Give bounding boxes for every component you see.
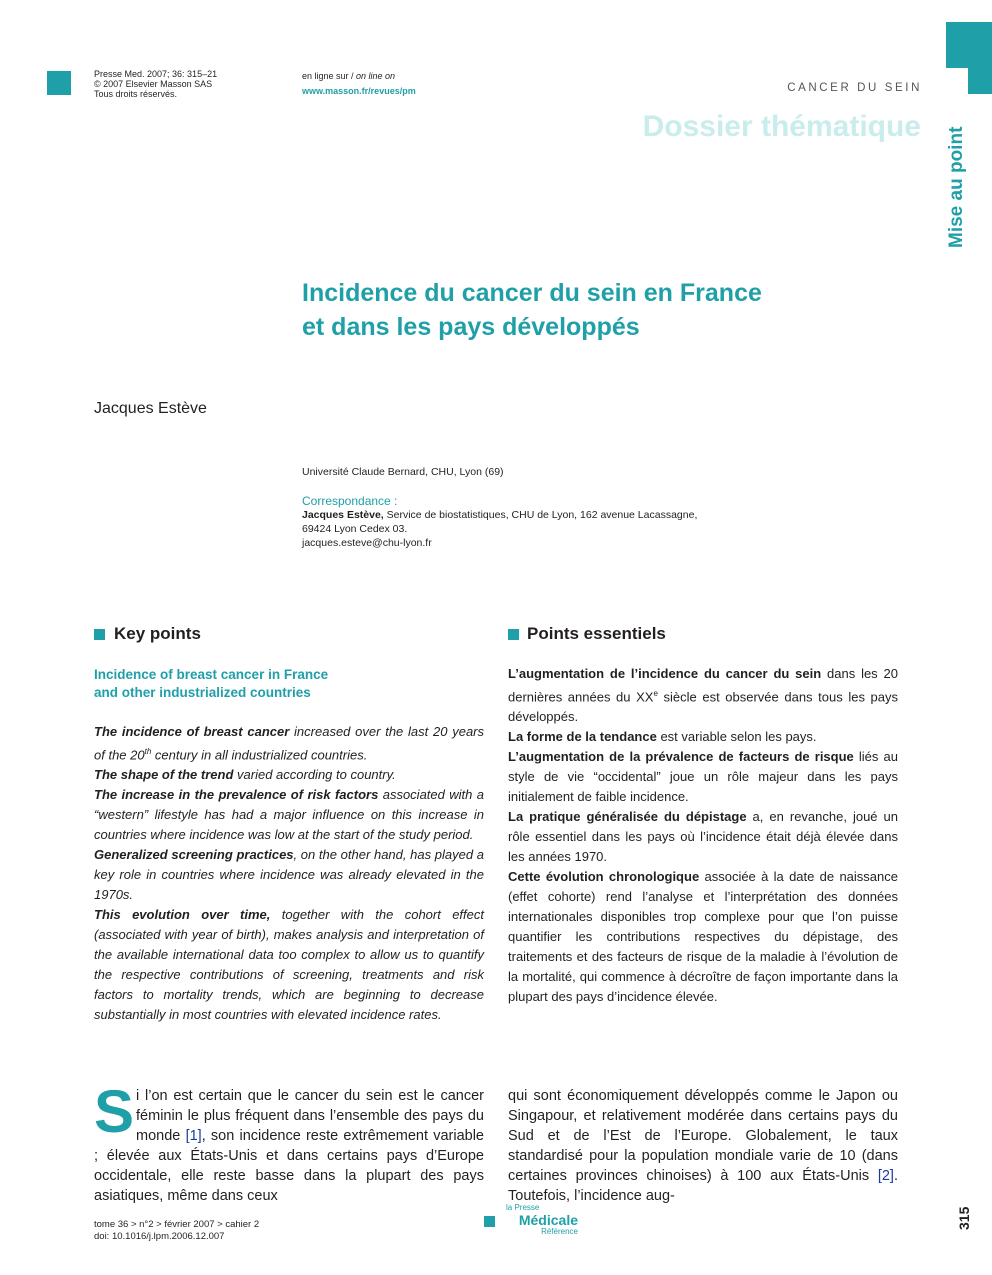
body-column-right: qui sont économiquement développés comme le Japon ou Singapour, et relativement modérée dans certains pays du Sud et de l’Est de l’Europe. Globalement, le taux standardisé pour la population mondiale varie de 10 (dans certaines provinces chinoises) à 100 aux États-Unis [2]. Toutefois, l’incidence aug- [508,1088,898,1204]
author-name: Jacques Estève [94,400,207,417]
subtitle-line: and other industrialized countries [94,685,311,700]
correspondence-block [302,494,722,550]
reference-link[interactable]: [2] [877,1168,894,1184]
correspondence-email[interactable]: jacques.esteve@chu-lyon.fr [302,537,432,549]
side-tab-label: Mise au point [946,126,967,248]
point-essentiel: La forme de la tendance est variable selon les pays. [508,729,817,745]
key-point: This evolution over time, together with the cohort effect (associated with year of birth), makes analysis and interpretation of the available international data too complex to allow us to quantify the respective contributions of screening, treatments and risk factors to mortality trends, which are beginning to decrease substantially in most countries with elevated incidence rates. [94,907,484,1023]
key-point: The incidence of breast cancer increased over the last 20 years of the 20th century in all industrialized countries. [94,724,484,763]
journal-url[interactable]: www.masson.fr/revues/pm [302,86,416,96]
journal-logo [506,1203,578,1237]
affiliation: Université Claude Bernard, CHU, Lyon (69) [302,466,504,478]
issue-line: tome 36 > n°2 > février 2007 > cahier 2 [94,1219,260,1230]
online-block [302,69,416,99]
correspondence-city: 69424 Lyon Cedex 03. [302,523,408,535]
points-essentiels-marker-icon [508,629,519,640]
key-point: The shape of the trend varied according to country. [94,767,396,783]
online-label: en ligne sur / on line on [302,71,396,81]
key-points-heading: Key points [114,624,201,643]
key-points-text [94,722,484,1025]
title-line: Incidence du cancer du sein en France [302,279,762,307]
doi-line: doi: 10.1016/j.lpm.2006.12.007 [94,1231,225,1242]
logo-mid: Médicale [518,1212,578,1228]
point-essentiel: L’augmentation de la prévalence de facteurs de risque liés au style de vie “occidental” joue un rôle majeur dans les pays initialement de faible incidence. [508,749,898,805]
subtitle-line: Incidence of breast cancer in France [94,667,329,682]
section-label: CANCER DU SEIN [787,82,922,94]
article-title [302,276,862,344]
footer-logo-square-icon [484,1216,495,1227]
key-points-subtitle [94,666,484,702]
logo-bottom: Référence [541,1227,578,1236]
body-column-left: Si l’on est certain que le cancer du sein est le cancer féminin le plus fréquent dans l’ensemble des pays du monde [1], son incidence reste extrêmement variable ; élevée aux États-Unis et dans certains pays d’Europe occidentale, elle reste basse dans la plupart des pays asiatiques, même dans ceux [94,1078,484,1204]
page-number: 315 [956,1206,972,1230]
corner-tab-notch [946,68,968,94]
point-essentiel: Cette évolution chronologique associée à la date de naissance (effet cohorte) rend l’analyse et l’interprétation des données internationales disponibles trop complexe pour que l’on puisse quantifier les contributions respectives du dépistage, des traitements et des facteurs de risque de la maladie à l’évolution de la mortalité, qui commence à décroître de façon importante dans la plupart des pays d’incidence élevée. [508,869,898,1005]
dropcap: S [94,1078,135,1145]
key-points-marker-icon [94,629,105,640]
point-essentiel: La pratique généralisée du dépistage a, en revanche, joué un rôle essentiel dans les pays où l’incidence était déjà élevée dans les années 1970. [508,809,898,865]
logo-top: la Presse [506,1203,540,1212]
point-essentiel: L’augmentation de l’incidence du cancer du sein dans les 20 dernières années du XXe siècle est observée dans tous les pays développés. [508,666,898,725]
citation-line: © 2007 Elsevier Masson SAS [94,79,213,89]
dossier-title: Dossier thématique [642,110,921,143]
title-line: et dans les pays développés [302,313,640,341]
points-essentiels-heading: Points essentiels [527,624,666,643]
key-point: Generalized screening practices, on the other hand, has played a key role in countries where incidence was already elevated in the 1970s. [94,847,484,903]
citation-line: Presse Med. 2007; 36: 315–21 [94,69,218,79]
points-essentiels-text [508,664,898,1007]
citation-block [94,69,217,99]
header-square-icon [47,71,71,95]
key-point: The increase in the prevalence of risk factors associated with a “western” lifestyle has had a major influence on this increase in countries where incidence was low at the start of the study period. [94,787,484,843]
citation-line: Tous droits réservés. [94,89,178,99]
reference-link[interactable]: [1] [185,1128,202,1144]
correspondence-label: Correspondance : [302,494,398,508]
footer-issue [94,1219,259,1243]
correspondence-address: Jacques Estève, Service de biostatistiques, CHU de Lyon, 162 avenue Lacassagne, [302,509,698,521]
